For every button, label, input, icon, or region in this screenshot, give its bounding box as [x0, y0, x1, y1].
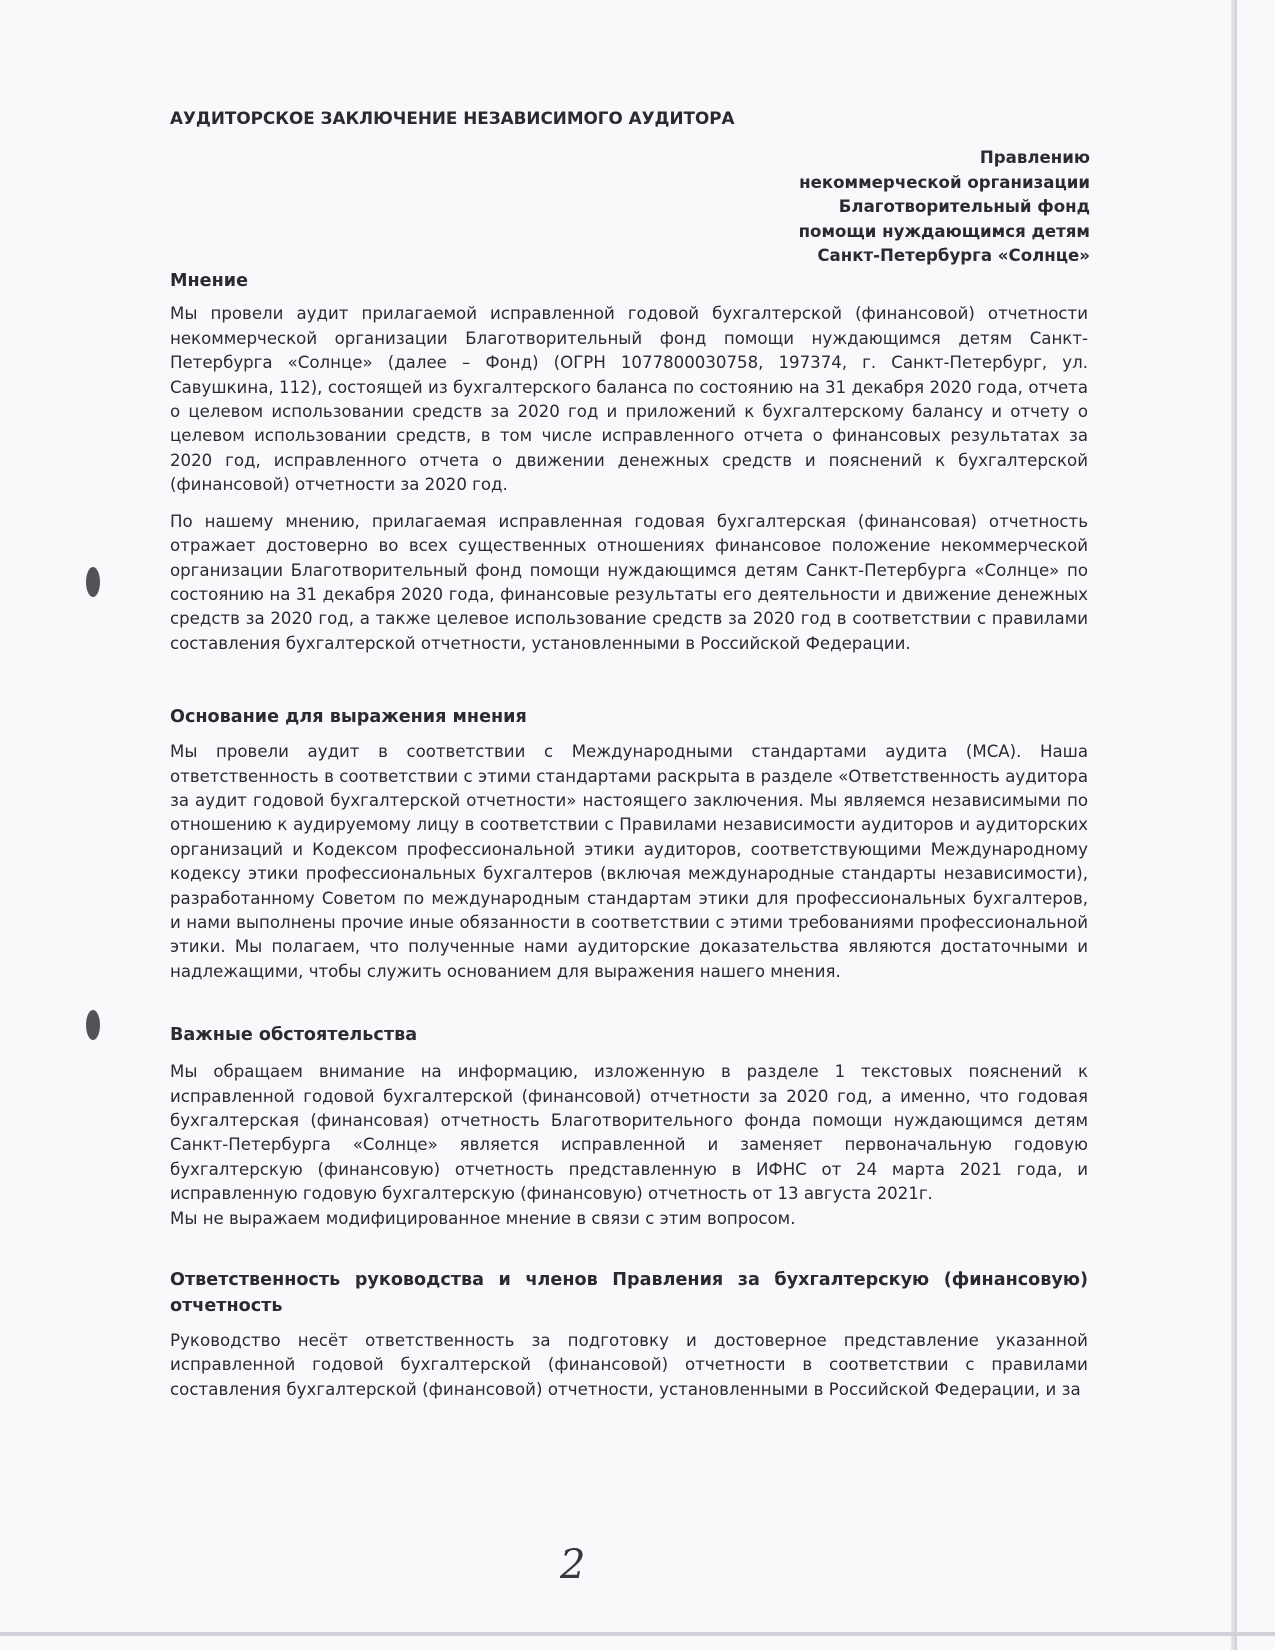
- section-heading: Важные обстоятельства: [170, 1025, 418, 1046]
- paragraph: По нашему мнению, прилагаемая исправленная годовая бухгалтерская (финансовая) отчетность отражает достоверно во всех существенных отношениях финансовое положение некоммерческой организации Благотворительный фонд помощи нуждающимся детям Санкт-Петербурга «Солнце» по состоянию на 31 декабря 2020 года, финансовые результаты его деятельности и движение денежных средств за 2020 год, а также целевое использование средств за 2020 год в соответствии с правилами составления бухгалтерской отчетности, установленными в Российской Федерации.: [170, 511, 1088, 653]
- section-important-circumstances: [170, 1022, 1088, 1231]
- paragraph: Мы обращаем внимание на информацию, изложенную в разделе 1 текстовых пояснений к исправленной годовой бухгалтерской (финансовой) отчетности за 2020 год, а именно, что годовая бухгалтерская (финансовая) отчетность Благотворительного фонда помощи нуждающимся детям Санкт-Петербурга «Солнце» является исправленной и заменяет первоначальную годовую бухгалтерскую (финансовую) отчетность представленную в ИФНС от 24 марта 2021 года, и исправленную годовую бухгалтерскую (финансовую) отчетность от 13 августа 2021г.: [170, 1062, 1088, 1204]
- section-opinion: [170, 268, 1088, 656]
- paragraph: Руководство несёт ответственность за подготовку и достоверное представление указанной исправленной годовой бухгалтерской (финансовой) отчетности в соответствии с правилами составления бухгалтерской (финансовой) отчетности, установленными в Российской Федерации, и за: [170, 1331, 1088, 1399]
- addressee-block: [170, 146, 1090, 268]
- handwritten-page-number: 2: [560, 1542, 586, 1588]
- addressee-line: Благотворительный фонд: [838, 197, 1090, 217]
- paragraph: Мы провели аудит в соответствии с Международными стандартами аудита (МСА). Наша ответственность в соответствии с этими стандартами раскрыта в разделе «Ответственность аудитора за аудит годовой бухгалтерской отчетности» настоящего заключения. Мы являемся независимыми по отношению к аудируемому лицу в соответствии с Правилами независимости аудиторов и аудиторских организаций и Кодексом профессиональной этики аудиторов, соответствующими Международному кодексу этики профессиональных бухгалтеров (включая международные стандарты независимости), разработанному Советом по международным стандартам этики для профессиональных бухгалтеров, и нами выполнены прочие иные обязанности в соответствии с этими требованиями профессиональной этики. Мы полагаем, что полученные нами аудиторские доказательства являются достаточными и надлежащими, чтобы служить основанием для выражения нашего мнения.: [170, 742, 1088, 981]
- addressee-line: некоммерческой организации: [799, 172, 1090, 192]
- section-heading: Мнение: [170, 271, 249, 292]
- document-title: АУДИТОРСКОЕ ЗАКЛЮЧЕНИЕ НЕЗАВИСИМОГО АУДИТОРА: [170, 108, 735, 128]
- section-basis-for-opinion: [170, 704, 1088, 984]
- paragraph-note: Мы не выражаем модифицированное мнение в связи с этим вопросом.: [170, 1208, 796, 1228]
- paragraph: Мы провели аудит прилагаемой исправленной годовой бухгалтерской (финансовой) отчетности некоммерческой организации Благотворительный фонд помощи нуждающимся детям Санкт-Петербурга «Солнце» (далее – Фонд) (ОГРН 1077800030758, 197374, г. Санкт-Петербург, ул. Савушкина, 112), состоящей из бухгалтерского баланса по состоянию на 31 декабря 2020 года, отчета о целевом использовании средств за 2020 год и приложений к бухгалтерскому балансу и отчету о целевом использовании средств, в том числе исправленного отчета о финансовых результатах за 2020 год, исправленного отчета о движении денежных средств и пояснений к бухгалтерской (финансовой) отчетности за 2020 год.: [170, 304, 1088, 495]
- addressee-line: помощи нуждающимся детям: [798, 221, 1090, 241]
- section-management-responsibility: [170, 1267, 1088, 1402]
- punch-hole: [86, 567, 100, 597]
- section-heading: Основание для выражения мнения: [170, 707, 527, 728]
- section-heading: Ответственность руководства и членов Правления за бухгалтерскую (финансовую) отчетность: [170, 1270, 1088, 1317]
- addressee-line: Санкт-Петербурга «Солнце»: [817, 246, 1090, 266]
- punch-hole: [86, 1010, 100, 1040]
- page-edge-shadow: [1231, 0, 1237, 1650]
- document-body: [170, 106, 1088, 1402]
- addressee-line: Правлению: [979, 148, 1090, 168]
- page-edge-bottom: [0, 1632, 1275, 1636]
